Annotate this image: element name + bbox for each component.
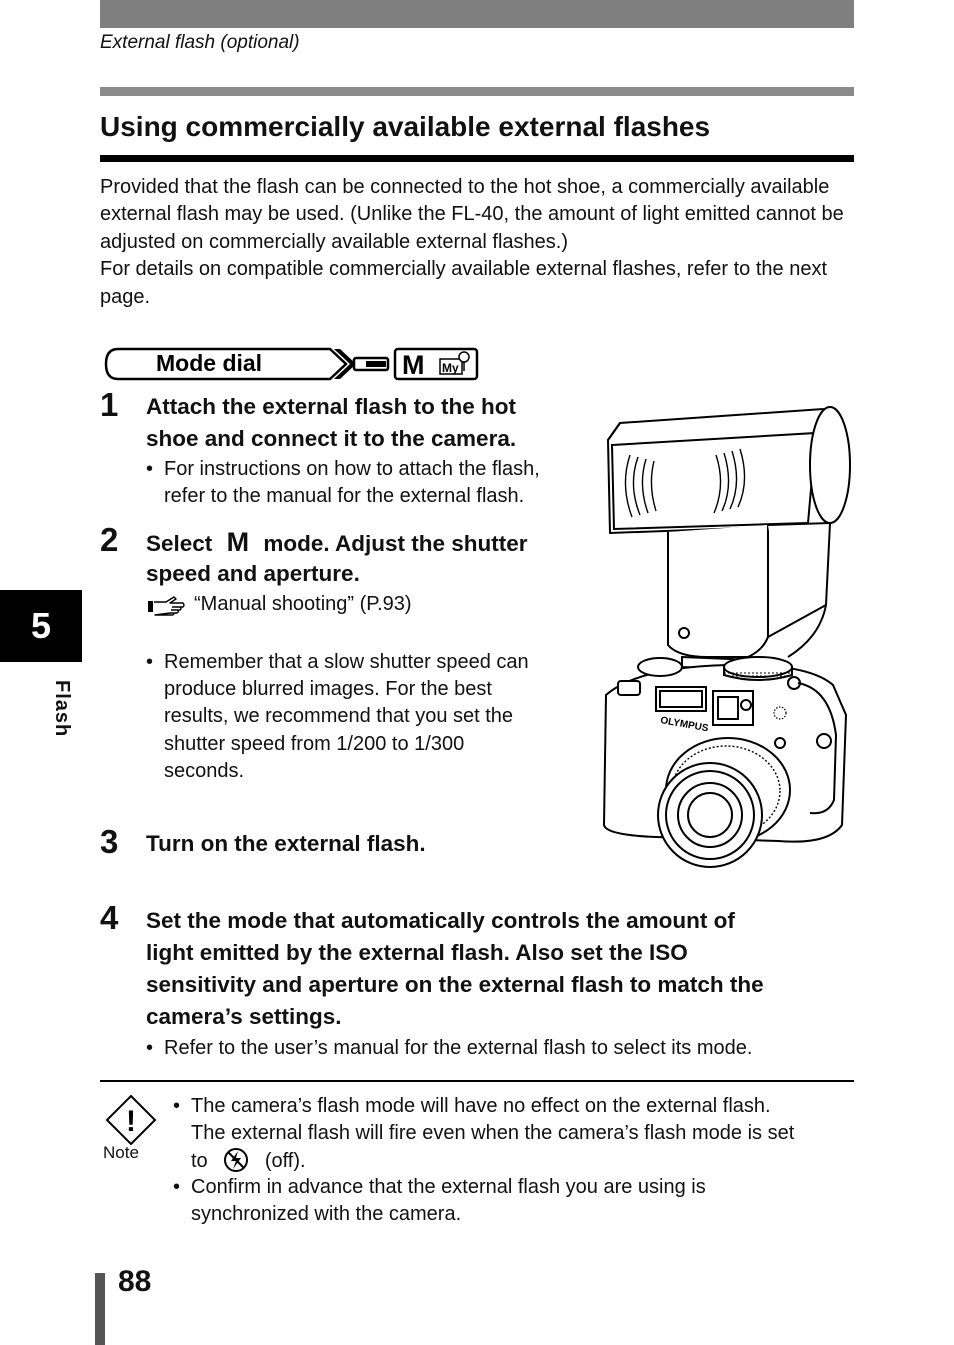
step-4-heading-line-4: camera’s settings. [146, 1004, 342, 1029]
step-3-number: 3 [100, 823, 119, 860]
page-title: Using commercially available external flashes [100, 111, 711, 142]
step-4-heading-line-3: sensitivity and aperture on the external flash to match the [146, 972, 764, 997]
section-header: External flash (optional) [100, 32, 300, 53]
step-4-heading-line-1: Set the mode that automatically controls the amount of [146, 908, 735, 933]
note-label: Note [103, 1143, 139, 1162]
step-2-heading-line-2: speed and aperture. [146, 561, 360, 586]
page-number-bar [95, 1273, 105, 1345]
note-bullet-1-line-3: to (off). [191, 1147, 306, 1175]
step-4-bullet-text: Refer to the user’s manual for the external flash to select its mode. [164, 1037, 753, 1059]
step-2-bullet-line-2: produce blurred images. For the best [164, 678, 492, 700]
step-1-bullet-line-1: For instructions on how to attach the flash, [164, 458, 540, 480]
step-4-number: 4 [100, 899, 119, 936]
note-divider [100, 1080, 854, 1082]
mode-dial-graphic [104, 347, 484, 383]
step-2-heading-line-1: Select M mode. Adjust the shutter [146, 527, 528, 557]
mode-dial-label: Mode dial [156, 350, 263, 376]
step-2-bullet: • Remember that a slow shutter speed can produce blurred images. For the best results, we recommend that you set the shutter speed from 1/200 to 1/300 seconds. [146, 649, 586, 789]
note-bullet-2-line-1: Confirm in advance that the external flash you are using is [191, 1176, 706, 1198]
camera-brand-label: OLYMPUS [659, 715, 710, 735]
step-1-heading-line-2: shoe and connect it to the camera. [146, 426, 517, 451]
chapter-label: Flash [51, 680, 73, 738]
step-3-heading: Turn on the external flash. [146, 831, 426, 856]
svg-text:My: My [442, 361, 459, 375]
note-bullet-1-line-1: The camera’s flash mode will have no effect on the external flash. [191, 1095, 771, 1117]
svg-text:!: ! [126, 1105, 136, 1138]
step-2-reference: “Manual shooting” (P.93) [194, 593, 412, 615]
step-2-bullet-line-4: shutter speed from 1/200 to 1/300 [164, 733, 465, 755]
step-4-heading-line-2: light emitted by the external flash. Also set the ISO [146, 940, 688, 965]
note-bullet-2-line-2: synchronized with the camera. [191, 1203, 462, 1225]
reference-hand-icon [146, 594, 186, 621]
flash-off-icon [221, 1147, 251, 1173]
mode-dial-badge [104, 347, 484, 388]
step-2-bullet-line-3: results, we recommend that you set the [164, 705, 514, 727]
page-number: 88 [118, 1265, 152, 1298]
step-4-bullet: • Refer to the user’s manual for the external flash to select its mode. [146, 1035, 846, 1063]
step-1-heading-line-1: Attach the external flash to the hot [146, 394, 517, 419]
intro-paragraph-1: Provided that the flash can be connected to the hot shoe, a commercially available external flash may be used. (Unlike the FL-40, the amount of light emitted cannot be adjusted on commercially available external flashes.) [100, 176, 844, 253]
step-1-bullet: • For instructions on how to attach the flash, refer to the manual for the external flash. [146, 456, 586, 516]
mode-m-letter: M [402, 350, 425, 380]
title-top-rule [100, 87, 854, 96]
intro-paragraph-2: For details on compatible commercially available external flashes, refer to the next page. [100, 258, 828, 308]
manual-mode-icon: M [226, 527, 250, 557]
intro-text [100, 174, 860, 311]
step-2-bullet-line-1: Remember that a slow shutter speed can [164, 651, 529, 673]
step-2-bullet-line-5: seconds. [164, 760, 245, 782]
title-bottom-rule [100, 155, 854, 162]
camera-flash-illustration [598, 405, 854, 880]
step-1-bullet-line-2: refer to the manual for the external flash. [164, 485, 525, 507]
camera-mode-icon [354, 358, 388, 370]
chapter-tab: 5 [0, 590, 82, 662]
note-bullet-1-line-2: The external flash will fire even when the camera’s flash mode is set [191, 1122, 795, 1144]
note-bullets: • The camera’s flash mode will have no effect on the external flash. The external flash will fire even when the camera’s flash mode is set to (off). • Confirm in advance that the external flash you are using is synchronized with the camera. [173, 1093, 863, 1233]
step-2-number: 2 [100, 521, 119, 558]
header-bar [100, 0, 854, 28]
step-1-number: 1 [100, 386, 119, 423]
